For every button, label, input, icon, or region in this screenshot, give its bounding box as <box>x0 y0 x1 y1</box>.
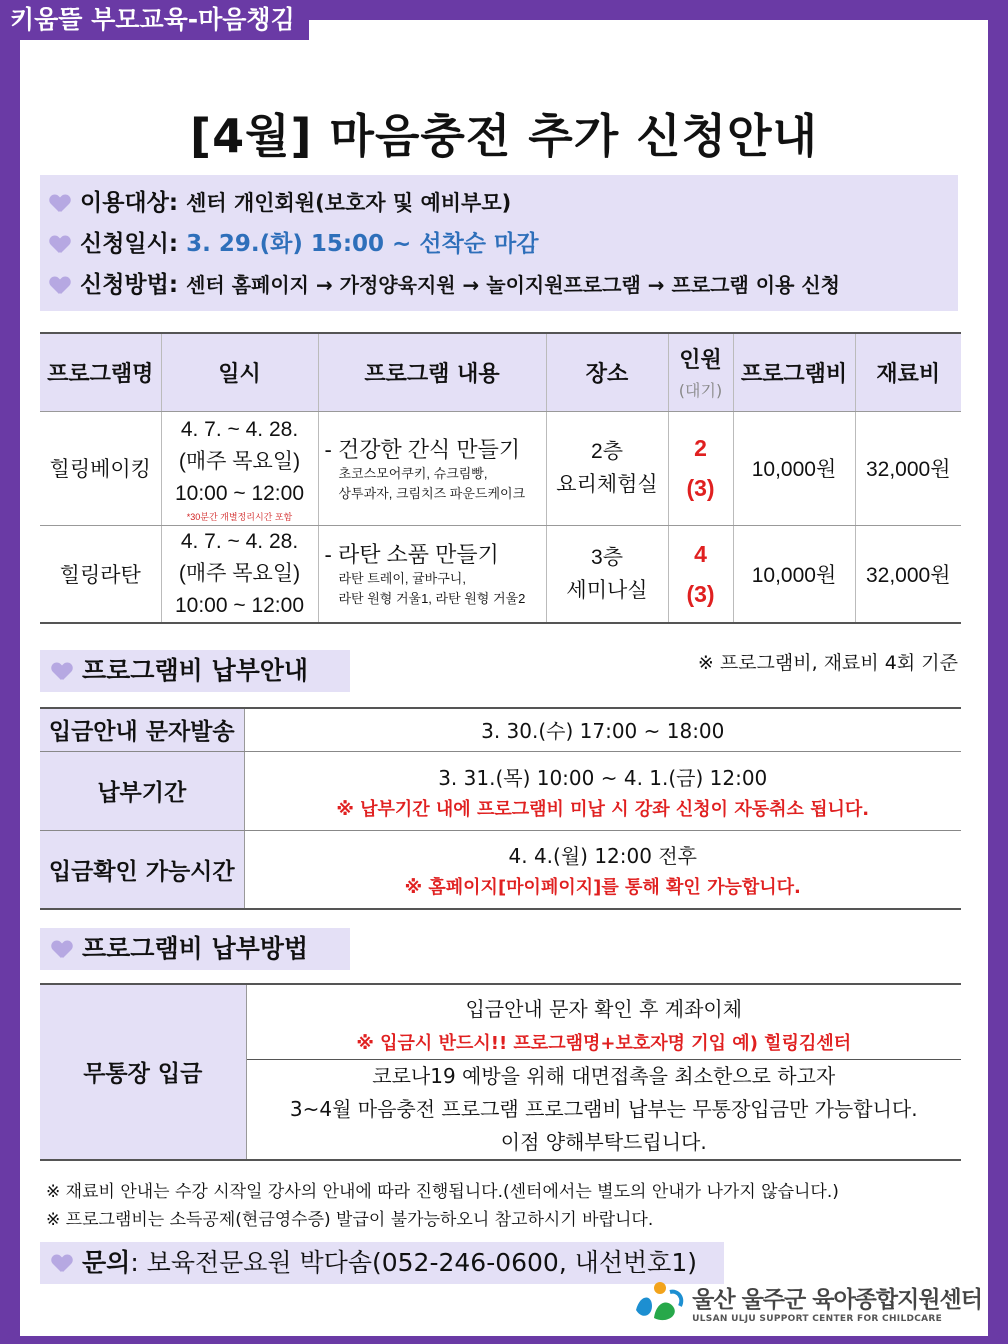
method-value: 센터 홈페이지 → 가정양육지원 → 놀이지원프로그램 → 프로그램 이용 신청 <box>186 273 840 297</box>
method-title-text: 프로그램비 납부방법 <box>82 934 309 963</box>
explain-line: 코로나19 예방을 위해 대면접촉을 최소한으로 하고자 <box>372 1063 836 1088</box>
program-place <box>546 525 668 623</box>
people-count: 4 <box>694 540 707 567</box>
transfer-warning: ※ 입금시 반드시!! 프로그램명+보호자명 기입 예) 힐링김센터 <box>356 1032 852 1054</box>
page-title: [4월] 마음충전 추가 신청안내 <box>190 109 818 163</box>
method-label: 무통장 입금 <box>40 984 246 1160</box>
transfer-instruction: 입금안내 문자 확인 후 계좌이체 <box>465 996 743 1021</box>
content-sub: 상투과자, 크림치즈 파운드케이크 <box>338 485 526 501</box>
payment-warning: ※ 납부기간 내에 프로그램비 미납 시 강좌 신청이 자동취소 됩니다. <box>336 798 870 820</box>
fee-basis-note: ※ 프로그램비, 재료비 4회 기준 <box>697 652 958 674</box>
target-label: 이용대상: <box>80 190 179 216</box>
method-table <box>40 983 961 1161</box>
heart-icon <box>52 941 72 959</box>
target-value: 센터 개인회원(보호자 및 예비부모) <box>186 191 512 215</box>
content-sub: 초코스모어쿠키, 슈크림빵, <box>338 465 488 481</box>
contact-label: 문의 <box>82 1248 131 1277</box>
contact-value: : 보육전문요원 박다솜(052-246-0600, 내선번호1) <box>130 1248 697 1277</box>
place-room: 요리체험실 <box>556 473 658 496</box>
logo-name-english: ULSAN ULJU SUPPORT CENTER FOR CHILDCARE <box>692 1313 943 1324</box>
explain-line: 3~4월 마음충전 프로그램 프로그램비 납부는 무통장입금만 가능합니다. <box>289 1096 918 1121</box>
method-label: 신청방법: <box>80 272 179 298</box>
table-row <box>40 751 961 830</box>
payment-title-text: 프로그램비 납부안내 <box>82 656 309 685</box>
heart-icon <box>50 277 70 295</box>
footnote: ※ 재료비 안내는 수강 시작일 강사의 안내에 따라 진행됩니다.(센터에서는 별도의 안내가 나가지 않습니다.) <box>46 1182 839 1202</box>
header-people <box>668 333 733 411</box>
heart-icon <box>52 663 72 681</box>
place-room: 세미나실 <box>566 578 648 602</box>
info-target <box>50 183 958 224</box>
payment-row-label: 입금안내 문자발송 <box>40 708 244 751</box>
program-name: 힐링베이킹 <box>40 411 161 525</box>
program-table <box>40 332 961 624</box>
program-date <box>161 525 318 623</box>
content-sub: 라탄 원형 거울1, 라탄 원형 거울2 <box>338 591 526 607</box>
table-header-row <box>40 333 961 411</box>
info-box <box>40 175 958 311</box>
payment-table <box>40 707 961 910</box>
heart-icon <box>50 236 70 254</box>
info-date <box>50 224 958 265</box>
center-logo <box>630 1280 982 1324</box>
header-program-name: 프로그램명 <box>40 333 161 411</box>
payment-period: 3. 31.(목) 10:00 ~ 4. 1.(금) 12:00 <box>438 765 768 790</box>
waiting-count: (3) <box>686 475 715 501</box>
program-fee: 10,000원 <box>733 525 855 623</box>
payment-row-label: 납부기간 <box>40 751 244 830</box>
program-people <box>668 411 733 525</box>
content-sub: 라탄 트레이, 귤바구니, <box>338 571 466 587</box>
date-weekday: (매주 목요일) <box>178 449 301 473</box>
program-date <box>161 411 318 525</box>
date-value: 3. 29.(화) 15:00 ~ 선착순 마감 <box>186 231 539 257</box>
method-transfer-cell <box>246 984 961 1059</box>
confirm-time: 4. 4.(월) 12:00 전후 <box>508 844 697 869</box>
date-range: 4. 7. ~ 4. 28. <box>180 529 299 553</box>
table-row <box>40 411 961 525</box>
confirm-warning: ※ 홈페이지[마이페이지]를 통해 확인 가능합니다. <box>404 877 801 899</box>
place-floor: 2층 <box>591 440 623 463</box>
date-time: 10:00 ~ 12:00 <box>174 593 305 617</box>
footnote: ※ 프로그램비는 소득공제(현금영수증) 발급이 불가능하오니 참고하시기 바랍니다. <box>46 1210 654 1230</box>
footnotes <box>46 1178 839 1234</box>
header-content: 프로그램 내용 <box>318 333 546 411</box>
header-tag: 키움뜰 부모교육-마음챙김 <box>0 0 309 40</box>
header-date: 일시 <box>161 333 318 411</box>
waiting-count: (3) <box>686 580 715 607</box>
date-weekday: (매주 목요일) <box>178 561 301 585</box>
place-floor: 3층 <box>591 545 623 569</box>
table-row <box>40 830 961 909</box>
program-place <box>546 411 668 525</box>
header-people-label: 인원 <box>679 348 722 374</box>
table-row <box>40 525 961 623</box>
payment-section-title <box>40 650 350 692</box>
header-material: 재료비 <box>855 333 961 411</box>
date-range: 4. 7. ~ 4. 28. <box>180 417 299 441</box>
table-row <box>40 708 961 751</box>
program-people <box>668 525 733 623</box>
program-material: 32,000원 <box>855 525 961 623</box>
program-content <box>318 411 546 525</box>
payment-row-label: 입금확인 가능시간 <box>40 830 244 909</box>
logo-name-korean: 울산 울주군 육아종합지원센터 <box>692 1286 982 1313</box>
heart-icon <box>50 195 70 213</box>
program-content <box>318 525 546 623</box>
people-count: 2 <box>694 435 707 461</box>
program-fee: 10,000원 <box>733 411 855 525</box>
info-method <box>50 265 958 306</box>
date-time: 10:00 ~ 12:00 <box>174 481 305 505</box>
method-explain-cell <box>246 1059 961 1160</box>
payment-row-value <box>244 751 961 830</box>
time-note: *30분간 개별정리시간 포함 <box>186 511 293 522</box>
payment-row-value <box>244 830 961 909</box>
header-fee: 프로그램비 <box>733 333 855 411</box>
contact-box <box>40 1242 724 1284</box>
payment-row-value: 3. 30.(수) 17:00 ~ 18:00 <box>244 708 961 751</box>
method-section-title <box>40 928 350 970</box>
content-main: - 라탄 소품 만들기 <box>324 542 499 568</box>
center-logo-icon <box>630 1280 686 1324</box>
content-main: - 건강한 간식 만들기 <box>324 436 521 462</box>
table-row <box>40 984 961 1059</box>
date-label: 신청일시: <box>80 231 179 257</box>
heart-icon <box>52 1255 72 1273</box>
explain-line: 이점 양해부탁드립니다. <box>500 1129 707 1154</box>
program-material: 32,000원 <box>855 411 961 525</box>
header-place: 장소 <box>546 333 668 411</box>
header-waiting-label: (대기) <box>678 381 723 401</box>
program-name: 힐링라탄 <box>40 525 161 623</box>
